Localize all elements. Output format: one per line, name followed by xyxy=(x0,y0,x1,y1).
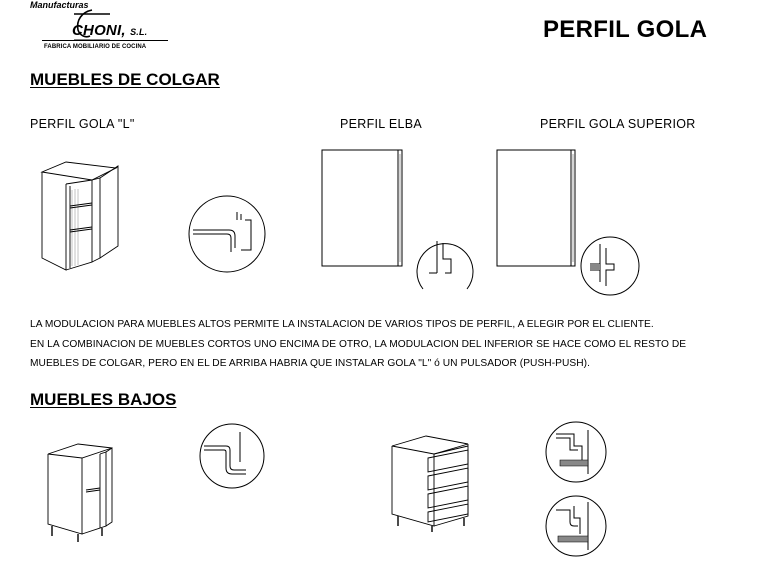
profile-label-gola-l: PERFIL GOLA "L" xyxy=(30,117,135,131)
elba-cabinet-front-illustration xyxy=(318,146,408,271)
description-line: LA MODULACION PARA MUEBLES ALTOS PERMITE LA INSTALACION DE VARIOS TIPOS DE PERFIL, A ELEGIR POR EL CLIENTE. xyxy=(30,319,654,330)
drawer-gola-top-detail-icon xyxy=(542,420,612,485)
section-heading-lower: MUEBLES BAJOS xyxy=(30,390,177,409)
company-suffix: S.L. xyxy=(130,27,148,37)
description-paragraph xyxy=(30,315,686,374)
drawer-cabinet-illustration xyxy=(388,432,478,532)
description-line: MUEBLES DE COLGAR, PERO EN EL DE ARRIBA HABRIA QUE INSTALAR GOLA "L" ó UN PULSADOR (PUSH-PUSH). xyxy=(30,358,590,369)
company-name-text: CHONI, xyxy=(72,22,126,39)
company-name xyxy=(72,22,147,39)
logo-underline xyxy=(42,40,168,41)
manufacturer-label: Manufacturas xyxy=(30,0,89,10)
drawer-gola-middle-detail-icon xyxy=(542,494,612,559)
wall-cabinet-open-door-illustration xyxy=(38,158,138,283)
description-line: EN LA COMBINACION DE MUEBLES CORTOS UNO ENCIMA DE OTRO, LA MODULACION DEL INFERIOR SE HACE COMO EL RESTO DE xyxy=(30,338,687,350)
gola-superior-profile-detail-icon xyxy=(578,234,643,299)
base-cabinet-open-door-illustration xyxy=(42,440,132,545)
section-heading-upper: MUEBLES DE COLGAR xyxy=(30,70,220,89)
gola-l-profile-detail-icon xyxy=(185,190,275,280)
gola-superior-cabinet-front-illustration xyxy=(495,146,585,271)
base-gola-profile-detail-icon xyxy=(198,428,273,488)
elba-profile-detail-icon xyxy=(415,237,475,297)
profile-label-elba: PERFIL ELBA xyxy=(340,117,423,131)
profile-label-gola-superior: PERFIL GOLA SUPERIOR xyxy=(540,117,696,131)
company-tagline: FABRICA MOBILIARIO DE COCINA xyxy=(44,44,147,50)
document-title: PERFIL GOLA xyxy=(543,16,708,43)
